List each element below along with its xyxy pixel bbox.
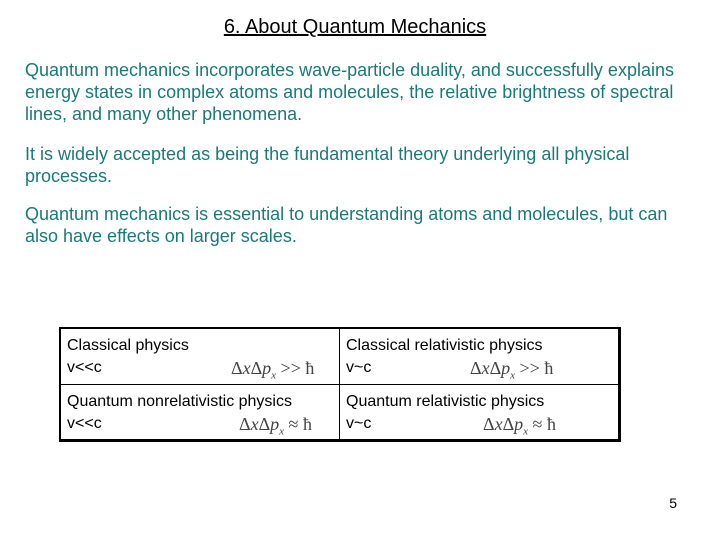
relation-symbol: >> (280, 358, 301, 378)
cell-title: Classical relativistic physics (346, 337, 543, 354)
relation-symbol: ≈ (288, 414, 299, 434)
cell-classical-relativistic-physics (340, 329, 620, 384)
hbar-symbol: ħ (546, 414, 556, 434)
relation-symbol: >> (519, 358, 540, 378)
uncertainty-formula: ΔxΔp$_x$ >> ħ (470, 358, 554, 382)
hbar-symbol: ħ (305, 358, 315, 378)
cell-title: Quantum relativistic physics (346, 393, 545, 410)
cell-quantum-nonrelativistic-physics (61, 385, 339, 441)
relation-symbol: ≈ (532, 414, 543, 434)
paragraph-fundamental-theory: It is widely accepted as being the fundamental theory underlying all physical processes. (25, 144, 630, 186)
physics-regimes-table (59, 327, 621, 442)
cell-title: Quantum nonrelativistic physics (67, 393, 292, 410)
uncertainty-formula: ΔxΔp$_x$ ≈ ħ (483, 414, 556, 438)
uncertainty-formula: ΔxΔp$_x$ ≈ ħ (239, 414, 312, 438)
cell-condition: v~c (346, 415, 372, 432)
cell-condition: v<<c (67, 359, 102, 376)
cell-title: Classical physics (67, 337, 189, 354)
cell-condition: v~c (346, 359, 372, 376)
cell-classical-physics (61, 329, 339, 384)
slide-title: 6. About Quantum Mechanics (223, 16, 487, 38)
paragraph-larger-scales: Quantum mechanics is essential to understanding atoms and molecules, but can also have effects on larger scales. (25, 204, 668, 246)
hbar-symbol: ħ (302, 414, 312, 434)
paragraph-wave-particle: Quantum mechanics incorporates wave-particle duality, and successfully explains energy states in complex atoms and molecules, the relative brightness of spectral lines, and many other phenomena. (25, 60, 674, 124)
cell-quantum-relativistic-physics (340, 385, 620, 441)
uncertainty-formula: ΔxΔp$_x$ >> ħ (231, 358, 315, 382)
cell-condition: v<<c (67, 415, 102, 432)
hbar-symbol: ħ (544, 358, 554, 378)
page-number: 5 (669, 495, 677, 511)
